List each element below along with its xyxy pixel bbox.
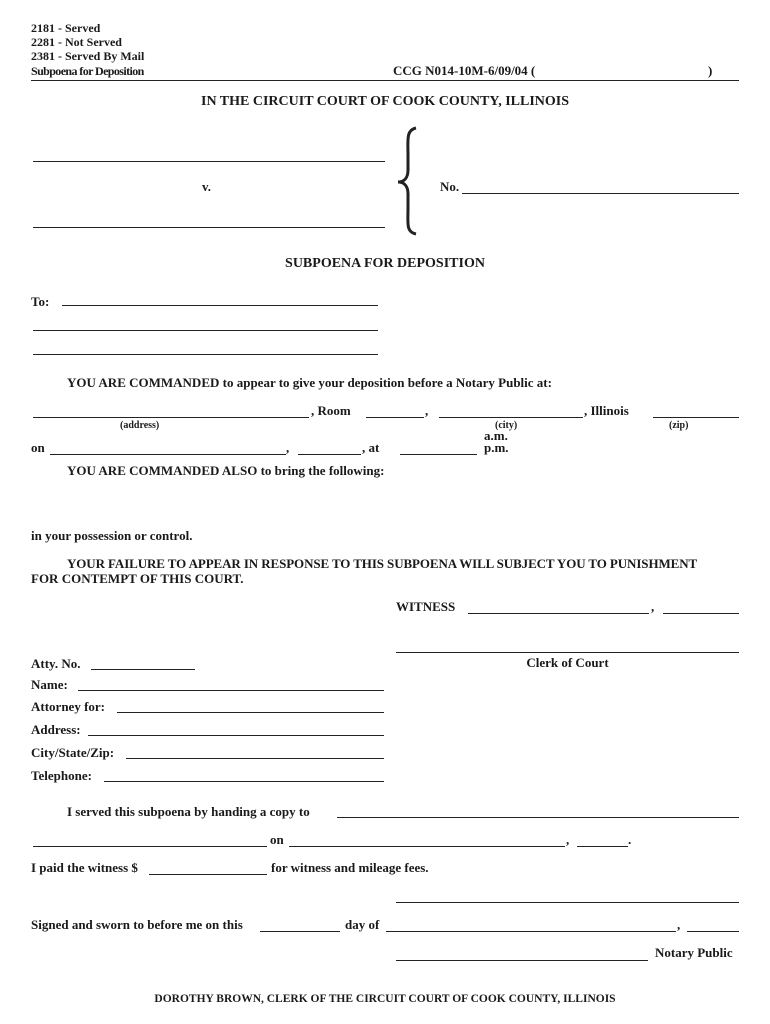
witness-date-field[interactable] [468,598,649,612]
case-number-line [462,193,739,194]
form-name: Subpoena for Deposition [31,64,144,78]
date-comma: , [286,440,290,455]
court-title: IN THE CIRCUIT COURT OF COOK COUNTY, ILLINOIS [201,94,569,109]
defendant-line [33,227,385,228]
attorney-address-line [88,735,384,736]
am-label[interactable]: a.m. [484,428,508,443]
city-line [439,417,583,418]
to-field-1[interactable] [62,290,378,304]
illinois-label: , Illinois [584,403,629,418]
form-code-close: ) [708,63,713,78]
to-label: To: [31,294,50,309]
day-of-label: day of [345,917,380,932]
clerk-signature-line [396,652,739,653]
zip-caption: (zip) [669,420,689,431]
case-number-field[interactable] [462,179,739,193]
command-appear: YOU ARE COMMANDED to appear to give your deposition before a Notary Public at: [67,375,552,390]
served-year-field[interactable] [577,831,628,845]
served-text: I served this subpoena by handing a copy to [67,804,310,819]
witness-comma: , [651,599,655,614]
form-code: CCG N014-10M-6/09/04 ( [393,63,536,78]
time-field[interactable] [400,439,477,453]
sworn-day-line [260,931,340,932]
doc-title: SUBPOENA FOR DEPOSITION [285,256,485,271]
sworn-comma: , [677,917,681,932]
at-label: , at [362,440,380,455]
name-field[interactable] [78,675,384,689]
zip-field[interactable] [653,402,739,416]
possession-text: in your possession or control. [31,528,193,543]
room-line [366,417,424,418]
plaintiff-field[interactable] [33,146,385,160]
city-state-zip-line [126,758,384,759]
atty-no-line [91,669,195,670]
served-person-line [337,817,739,818]
served-date-line [289,846,565,847]
clerk-of-court-label: Clerk of Court [526,655,609,670]
name-label: Name: [31,677,68,692]
items-to-bring-field[interactable] [33,482,739,524]
attorney-for-label: Attorney for: [31,699,105,714]
served-comma: , [566,832,570,847]
to-line-1 [62,305,378,306]
witness-year-field[interactable] [663,598,739,612]
witness-date-line [468,613,649,614]
sworn-day-field[interactable] [260,916,340,930]
room-label: , Room [311,403,351,418]
year-field[interactable] [298,439,361,453]
witness-label: WITNESS [396,599,456,614]
address-line [33,417,309,418]
paid-amount-field[interactable] [149,859,267,873]
served-person-field[interactable] [337,802,739,816]
address-field[interactable] [33,402,309,416]
pm-label[interactable]: p.m. [484,440,509,455]
plaintiff-line [33,161,385,162]
served-place-field[interactable] [33,831,267,845]
atty-no-label: Atty. No. [31,656,81,671]
name-line [78,690,384,691]
code-served: 2181 - Served [31,21,101,35]
zip-line [653,417,739,418]
notary-signature-line [396,960,648,961]
year-line [298,454,361,455]
paid-suffix: for witness and mileage fees. [271,860,429,875]
paid-prefix: I paid the witness $ [31,860,138,875]
notary-public-label: Notary Public [655,945,733,960]
time-line [400,454,477,455]
command-bring: YOU ARE COMMANDED ALSO to bring the following: [67,463,385,478]
on-label: on [31,440,45,455]
failure-warning-line-2: FOR CONTEMPT OF THIS COURT. [31,571,244,586]
code-not-served: 2281 - Not Served [31,35,122,49]
atty-no-field[interactable] [91,654,195,668]
sworn-year-field[interactable] [687,916,739,930]
server-signature-line [396,902,739,903]
city-state-zip-field[interactable] [126,743,384,757]
room-comma: , [425,403,429,418]
address-label: Address: [31,722,81,737]
telephone-line [104,781,384,782]
to-line-3 [33,354,378,355]
code-served-by-mail: 2381 - Served By Mail [31,49,145,63]
footer-clerk: DOROTHY BROWN, CLERK OF THE CIRCUIT COURT OF COOK COUNTY, ILLINOIS [154,993,616,1005]
header-rule [31,80,739,81]
city-state-zip-label: City/State/Zip: [31,745,115,760]
paid-amount-line [149,874,267,875]
served-year-line [577,846,628,847]
sworn-prefix: Signed and sworn to before me on this [31,917,243,932]
to-field-2[interactable] [33,315,378,329]
to-line-2 [33,330,378,331]
telephone-label: Telephone: [31,768,92,783]
attorney-for-line [117,712,384,713]
case-number-label: No. [440,179,460,194]
city-caption: (city) [495,420,518,431]
sworn-month-line [386,931,676,932]
attorney-address-field[interactable] [88,720,384,734]
served-date-field[interactable] [289,831,565,845]
date-field[interactable] [50,439,286,453]
witness-year-line [663,613,739,614]
failure-warning-line-1: YOUR FAILURE TO APPEAR IN RESPONSE TO THIS SUBPOENA WILL SUBJECT YOU TO PUNISHMENT [67,556,698,571]
date-line [50,454,286,455]
versus-label: v. [202,179,212,194]
served-period: . [628,832,632,847]
served-place-line [33,846,267,847]
telephone-field[interactable] [104,766,384,780]
sworn-month-field[interactable] [386,916,676,930]
city-field[interactable] [439,402,583,416]
served-on-label: on [270,832,284,847]
sworn-year-line [687,931,739,932]
caption-brace-icon [396,126,426,236]
address-caption: (address) [120,420,160,431]
to-field-3[interactable] [33,339,378,353]
room-field[interactable] [366,402,424,416]
defendant-field[interactable] [33,212,385,226]
attorney-for-field[interactable] [117,697,384,711]
